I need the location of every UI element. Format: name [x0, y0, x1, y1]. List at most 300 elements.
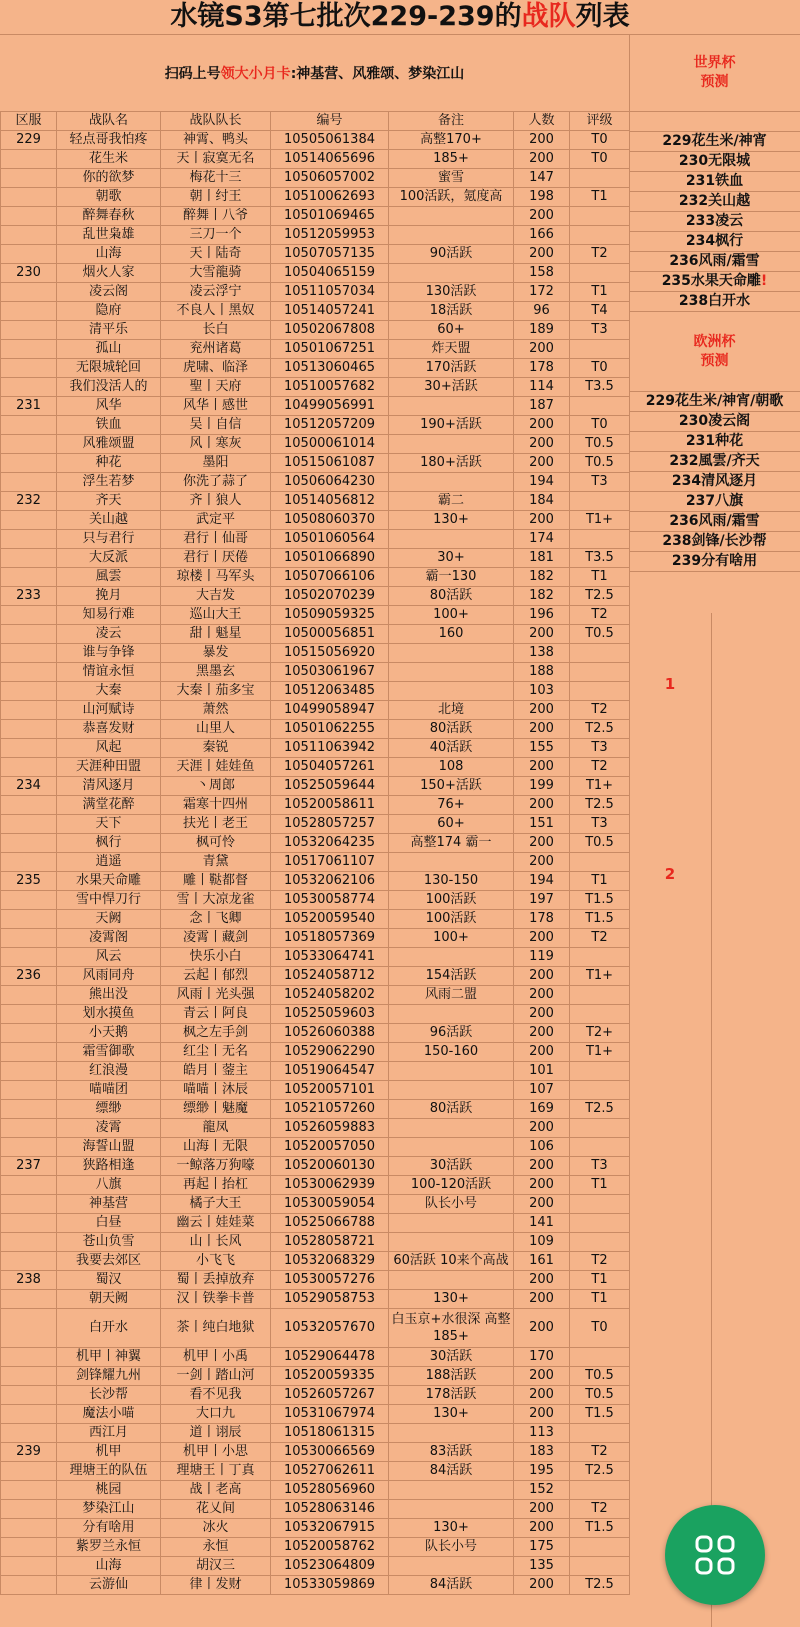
cell-server [1, 1348, 57, 1367]
cell-rating [570, 530, 630, 549]
cell-team-id: 10499056991 [271, 397, 389, 416]
table-row [1, 1386, 630, 1405]
cell-note: 84活跃 [389, 1462, 514, 1481]
table-row [1, 910, 630, 929]
cell-rating [570, 207, 630, 226]
exclaim-mark: ! [760, 273, 768, 289]
cell-rating: T1+ [570, 511, 630, 530]
cell-members: 175 [514, 1538, 570, 1557]
cell-team-id: 10510062693 [271, 188, 389, 207]
cell-note: 蜜雪 [389, 169, 514, 188]
table-row [1, 340, 630, 359]
cell-captain: 武定平 [161, 511, 271, 530]
cell-server [1, 1367, 57, 1386]
cell-note [389, 1119, 514, 1138]
cell-server [1, 530, 57, 549]
cell-captain: 聖丨天府 [161, 378, 271, 397]
cell-members: 200 [514, 1157, 570, 1176]
cell-team-name: 山海 [57, 245, 161, 264]
cell-rating [570, 1538, 630, 1557]
cell-server [1, 435, 57, 454]
cell-rating [570, 1348, 630, 1367]
floating-app-button[interactable] [665, 1505, 765, 1605]
cell-rating: T2 [570, 1252, 630, 1271]
cell-rating [570, 264, 630, 283]
cell-rating: T2.5 [570, 587, 630, 606]
cell-team-id: 10502070239 [271, 587, 389, 606]
cell-captain: 龍凤 [161, 1119, 271, 1138]
cell-team-name: 分有啥用 [57, 1519, 161, 1538]
cell-captain: 青云丨阿良 [161, 1005, 271, 1024]
cell-server [1, 1481, 57, 1500]
cell-server [1, 473, 57, 492]
table-row [1, 1405, 630, 1424]
world-cup-item [629, 212, 800, 232]
cell-note: 30+活跃 [389, 378, 514, 397]
cell-members: 200 [514, 245, 570, 264]
table-row [1, 302, 630, 321]
cell-team-name: 桃园 [57, 1481, 161, 1500]
cell-members: 147 [514, 169, 570, 188]
cell-note: 185+ [389, 150, 514, 169]
cell-team-id: 10515061087 [271, 454, 389, 473]
table-row [1, 245, 630, 264]
cell-server: 233 [1, 587, 57, 606]
cell-team-name: 熊出没 [57, 986, 161, 1005]
cell-server [1, 169, 57, 188]
cell-rating: T2 [570, 606, 630, 625]
cell-team-id: 10511057034 [271, 283, 389, 302]
cell-members: 200 [514, 1271, 570, 1290]
cell-team-name: 風雲 [57, 568, 161, 587]
cell-note: 130+ [389, 1405, 514, 1424]
table-row [1, 359, 630, 378]
cell-team-id: 10520060130 [271, 1157, 389, 1176]
cell-members: 181 [514, 549, 570, 568]
cell-rating: T2.5 [570, 1462, 630, 1481]
cell-members: 200 [514, 720, 570, 739]
cell-members: 182 [514, 568, 570, 587]
cell-members: 166 [514, 226, 570, 245]
cell-note [389, 530, 514, 549]
cell-rating [570, 1557, 630, 1576]
cell-server [1, 1233, 57, 1252]
cell-team-id: 10531067974 [271, 1405, 389, 1424]
cell-captain: 君行丨厌倦 [161, 549, 271, 568]
cell-rating: T1.5 [570, 1519, 630, 1538]
table-row [1, 663, 630, 682]
grid-apps-icon [693, 1533, 737, 1577]
cell-captain: 墨阳 [161, 454, 271, 473]
table-row [1, 758, 630, 777]
cell-captain: 暴发 [161, 644, 271, 663]
euro-cup-item: 236风雨/霜雪 [629, 512, 800, 532]
cell-team-name: 只与君行 [57, 530, 161, 549]
cell-captain: 山里人 [161, 720, 271, 739]
cell-rating [570, 169, 630, 188]
cell-members: 195 [514, 1462, 570, 1481]
cell-members: 200 [514, 1024, 570, 1043]
cell-team-id: 10519064547 [271, 1062, 389, 1081]
cell-captain: 霜寒十四州 [161, 796, 271, 815]
table-row [1, 454, 630, 473]
table-row [1, 1100, 630, 1119]
cell-members: 194 [514, 473, 570, 492]
cell-note: 108 [389, 758, 514, 777]
cell-server [1, 1062, 57, 1081]
cell-captain: 雪丨大凉龙雀 [161, 891, 271, 910]
world-cup-item [629, 192, 800, 212]
cell-members: 161 [514, 1252, 570, 1271]
table-row [1, 1538, 630, 1557]
cell-rating [570, 340, 630, 359]
cell-rating [570, 1195, 630, 1214]
table-row [1, 1481, 630, 1500]
cell-team-name: 风云 [57, 948, 161, 967]
cell-note [389, 1271, 514, 1290]
cell-team-id: 10525059603 [271, 1005, 389, 1024]
table-row [1, 207, 630, 226]
cell-members: 200 [514, 986, 570, 1005]
cell-server [1, 245, 57, 264]
table-row [1, 1252, 630, 1271]
table-row [1, 397, 630, 416]
world-cup-title: 世界杯 [693, 55, 736, 71]
cell-server [1, 948, 57, 967]
cell-server [1, 1024, 57, 1043]
world-cup-item [629, 172, 800, 192]
cell-server [1, 1424, 57, 1443]
cell-server [1, 1405, 57, 1424]
cell-note [389, 1005, 514, 1024]
cell-team-id: 10500056851 [271, 625, 389, 644]
cell-captain: 山丨长风 [161, 1233, 271, 1252]
cell-team-name: 无限城轮回 [57, 359, 161, 378]
cell-team-id: 10513060465 [271, 359, 389, 378]
table-row [1, 1081, 630, 1100]
cell-team-id: 10520059335 [271, 1367, 389, 1386]
cell-captain: 快乐小白 [161, 948, 271, 967]
cell-server [1, 359, 57, 378]
cell-rating: T1 [570, 1176, 630, 1195]
cell-note [389, 1500, 514, 1519]
cell-server [1, 1081, 57, 1100]
cell-members: 101 [514, 1062, 570, 1081]
cell-note: 队长小号 [389, 1538, 514, 1557]
cell-team-id: 10500061014 [271, 435, 389, 454]
cell-server [1, 625, 57, 644]
cell-note [389, 644, 514, 663]
cell-captain: 黑墨玄 [161, 663, 271, 682]
cell-captain: 胡汉三 [161, 1557, 271, 1576]
table-row [1, 321, 630, 340]
euro-cup-item: 231种花 [629, 432, 800, 452]
cell-note: 130活跃 [389, 283, 514, 302]
cell-members: 200 [514, 758, 570, 777]
cell-server: 234 [1, 777, 57, 796]
cell-note: 170活跃 [389, 359, 514, 378]
cell-server [1, 644, 57, 663]
cell-note [389, 226, 514, 245]
cell-note: 队长小号 [389, 1195, 514, 1214]
world-cup-item [629, 272, 800, 292]
table-row [1, 473, 630, 492]
cell-rating: T2 [570, 929, 630, 948]
table-row [1, 530, 630, 549]
cell-team-name: 我要去郊区 [57, 1252, 161, 1271]
cell-team-name: 神基营 [57, 1195, 161, 1214]
cell-members: 200 [514, 1367, 570, 1386]
header-captain: 战队队长 [161, 112, 271, 131]
cell-server [1, 321, 57, 340]
cell-captain: 吴丨自信 [161, 416, 271, 435]
cell-server [1, 511, 57, 530]
cell-rating: T0.5 [570, 454, 630, 473]
cell-note: 83活跃 [389, 1443, 514, 1462]
cell-team-id: 10528063146 [271, 1500, 389, 1519]
cell-note: 150+活跃 [389, 777, 514, 796]
cell-note [389, 1233, 514, 1252]
cell-rating [570, 1119, 630, 1138]
cell-rating: T0.5 [570, 834, 630, 853]
team-table [0, 111, 630, 1595]
table-row [1, 226, 630, 245]
cell-team-name: 凌霄 [57, 1119, 161, 1138]
cell-rating: T2.5 [570, 796, 630, 815]
cell-rating: T1.5 [570, 910, 630, 929]
cell-members: 200 [514, 853, 570, 872]
table-row [1, 1138, 630, 1157]
cell-team-name: 烟火人家 [57, 264, 161, 283]
cell-team-name: 苍山负雪 [57, 1233, 161, 1252]
cell-members: 184 [514, 492, 570, 511]
cell-rating: T1 [570, 568, 630, 587]
cell-members: 182 [514, 587, 570, 606]
cell-server: 232 [1, 492, 57, 511]
world-cup-item-text: 231铁血 [685, 173, 744, 189]
cell-rating: T1+ [570, 967, 630, 986]
header-server: 区服 [1, 112, 57, 131]
cell-members: 200 [514, 1043, 570, 1062]
cell-team-id: 10507066106 [271, 568, 389, 587]
cell-captain: 朝丨纣王 [161, 188, 271, 207]
cell-team-id: 10526057267 [271, 1386, 389, 1405]
cell-team-id: 10505061384 [271, 131, 389, 150]
cell-team-id: 10514057241 [271, 302, 389, 321]
world-cup-item [629, 232, 800, 252]
cell-note: 188活跃 [389, 1367, 514, 1386]
cell-team-id: 10501060564 [271, 530, 389, 549]
cell-rating: T3 [570, 815, 630, 834]
cell-note [389, 1081, 514, 1100]
cell-members: 178 [514, 910, 570, 929]
cell-note: 霸二 [389, 492, 514, 511]
euro-cup-item: 230凌云阁 [629, 412, 800, 432]
table-row [1, 796, 630, 815]
table-row [1, 492, 630, 511]
cell-rating: T3 [570, 1157, 630, 1176]
cell-captain: 天丨陆奇 [161, 245, 271, 264]
cell-server [1, 1043, 57, 1062]
cell-note [389, 264, 514, 283]
cell-server [1, 834, 57, 853]
table-row [1, 1195, 630, 1214]
cell-server [1, 1386, 57, 1405]
cell-rating: T0 [570, 131, 630, 150]
cell-captain: 云起丨郁烈 [161, 967, 271, 986]
cell-members: 200 [514, 1519, 570, 1538]
cell-team-name: 轻点哥我怕疼 [57, 131, 161, 150]
cell-team-name: 种花 [57, 454, 161, 473]
cell-note: 180+活跃 [389, 454, 514, 473]
cell-team-id: 10512059953 [271, 226, 389, 245]
cell-captain: 兖州诸葛 [161, 340, 271, 359]
cell-captain: 小飞飞 [161, 1252, 271, 1271]
cell-server [1, 1576, 57, 1595]
cell-server [1, 1214, 57, 1233]
cell-note: 30活跃 [389, 1157, 514, 1176]
cell-team-id: 10527062611 [271, 1462, 389, 1481]
table-row [1, 986, 630, 1005]
prediction-panel [629, 35, 800, 572]
cell-captain: 齐丨狼人 [161, 492, 271, 511]
cell-rating: T1.5 [570, 1405, 630, 1424]
cell-note: 60活跃 10来个高战 [389, 1252, 514, 1271]
cell-team-name: 大反派 [57, 549, 161, 568]
header-rating: 评级 [570, 112, 630, 131]
cell-server [1, 207, 57, 226]
cell-rating: T1+ [570, 777, 630, 796]
cell-team-name: 水果天命雕 [57, 872, 161, 891]
table-row [1, 929, 630, 948]
table-row [1, 1309, 630, 1348]
cell-rating: T3 [570, 321, 630, 340]
cell-note [389, 853, 514, 872]
cell-team-id: 10529064478 [271, 1348, 389, 1367]
cell-team-id: 10507057135 [271, 245, 389, 264]
cell-rating [570, 1062, 630, 1081]
table-row [1, 150, 630, 169]
cell-rating [570, 853, 630, 872]
cell-team-id: 10520058762 [271, 1538, 389, 1557]
cell-server [1, 929, 57, 948]
cell-members: 141 [514, 1214, 570, 1233]
cell-team-name: 乱世枭雄 [57, 226, 161, 245]
cell-rating [570, 948, 630, 967]
cell-rating: T0.5 [570, 435, 630, 454]
cell-members: 152 [514, 1481, 570, 1500]
cell-team-id: 10509059325 [271, 606, 389, 625]
cell-members: 200 [514, 1119, 570, 1138]
cell-team-name: 花生米 [57, 150, 161, 169]
cell-team-id: 10532068329 [271, 1252, 389, 1271]
cell-team-name: 朝天阙 [57, 1290, 161, 1309]
table-row [1, 587, 630, 606]
cell-server: 236 [1, 967, 57, 986]
cell-rating: T1 [570, 188, 630, 207]
cell-team-id: 10525059644 [271, 777, 389, 796]
cell-team-id: 10506064230 [271, 473, 389, 492]
cell-team-name: 醉舞春秋 [57, 207, 161, 226]
cell-team-id: 10532064235 [271, 834, 389, 853]
cell-rating: T2 [570, 758, 630, 777]
table-row [1, 891, 630, 910]
world-cup-item-text: 236风雨/霜雪 [669, 253, 760, 269]
cell-note: 100-120活跃 [389, 1176, 514, 1195]
table-row [1, 1024, 630, 1043]
cell-server [1, 568, 57, 587]
cell-team-name: 西江月 [57, 1424, 161, 1443]
cell-rating: T0.5 [570, 1386, 630, 1405]
cell-captain: 青黛 [161, 853, 271, 872]
cell-note: 76+ [389, 796, 514, 815]
cell-team-name: 小天鹅 [57, 1024, 161, 1043]
cell-team-id: 10520058611 [271, 796, 389, 815]
table-row [1, 625, 630, 644]
cell-team-id: 10524058712 [271, 967, 389, 986]
table-row [1, 131, 630, 150]
cell-server [1, 302, 57, 321]
cell-team-id: 10512063485 [271, 682, 389, 701]
table-row [1, 1043, 630, 1062]
cell-members: 155 [514, 739, 570, 758]
cell-captain: 道丨诩辰 [161, 1424, 271, 1443]
table-row [1, 682, 630, 701]
cell-rating [570, 682, 630, 701]
cell-captain: 君行丨仙哥 [161, 530, 271, 549]
cell-note: 130+ [389, 511, 514, 530]
euro-cup-item: 237八旗 [629, 492, 800, 512]
cell-team-name: 谁与争锋 [57, 644, 161, 663]
cell-server [1, 1462, 57, 1481]
cell-team-id: 10520059540 [271, 910, 389, 929]
cell-captain: 汉丨铁拳卡普 [161, 1290, 271, 1309]
cell-members: 189 [514, 321, 570, 340]
euro-cup-list [629, 392, 800, 572]
cell-captain: 永恒 [161, 1538, 271, 1557]
world-cup-header-spacer [629, 112, 800, 132]
cell-team-name: 白开水 [57, 1309, 161, 1348]
cell-server: 238 [1, 1271, 57, 1290]
euro-cup-item: 232風雲/齐天 [629, 452, 800, 472]
cell-members: 183 [514, 1443, 570, 1462]
table-row [1, 169, 630, 188]
table-row [1, 606, 630, 625]
cell-server [1, 1195, 57, 1214]
cell-rating: T1 [570, 872, 630, 891]
cell-rating: T2+ [570, 1024, 630, 1043]
cell-team-id: 10532067915 [271, 1519, 389, 1538]
cell-members: 194 [514, 872, 570, 891]
cell-team-id: 10520057050 [271, 1138, 389, 1157]
header-members: 人数 [514, 112, 570, 131]
cell-team-name: 恭喜发财 [57, 720, 161, 739]
cell-team-name: 天下 [57, 815, 161, 834]
cell-team-id: 10503061967 [271, 663, 389, 682]
cell-team-id: 10524058202 [271, 986, 389, 1005]
cell-rating: T2.5 [570, 720, 630, 739]
cell-note: 60+ [389, 815, 514, 834]
cell-captain: 大雪龍骑 [161, 264, 271, 283]
header-team-name: 战队名 [57, 112, 161, 131]
cell-team-name: 铁血 [57, 416, 161, 435]
cell-captain: 天涯丨娃娃鱼 [161, 758, 271, 777]
cell-captain: 一剑丨踏山河 [161, 1367, 271, 1386]
cell-server [1, 986, 57, 1005]
cell-server: 229 [1, 131, 57, 150]
cell-team-id: 10517061107 [271, 853, 389, 872]
cell-members: 200 [514, 150, 570, 169]
